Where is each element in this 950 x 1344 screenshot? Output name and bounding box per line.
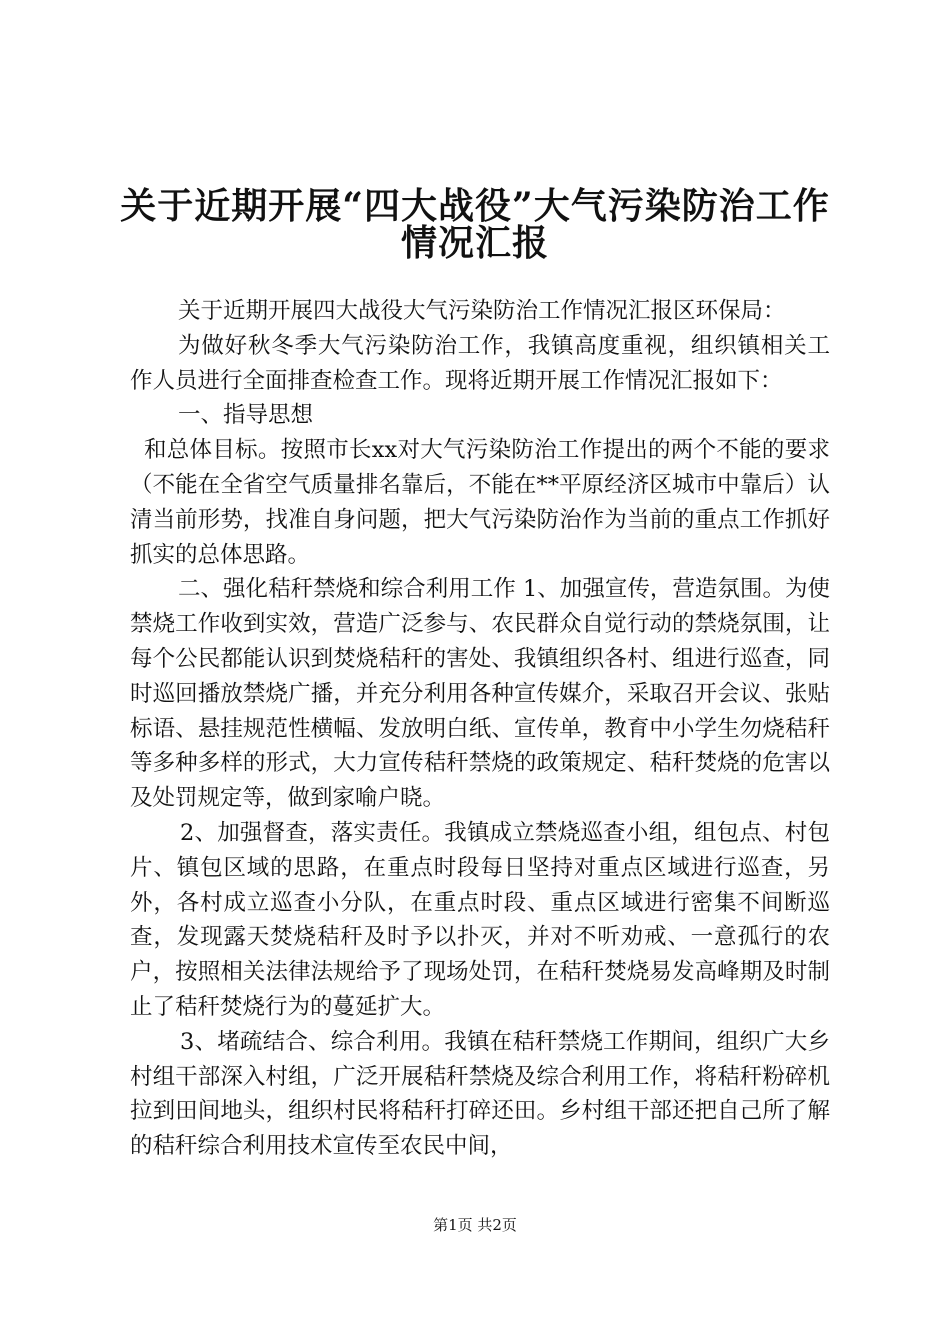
page-footer: 第1页 共2页	[433, 1216, 517, 1234]
paragraph-overall-goal: 和总体目标。按照市长xx对大气污染防治工作提出的两个不能的要求（不能在全省空气质量排名靠后，不能在**平原经济区城市中靠后）认清当前形势，找准自身问题，把大气污染防治作为当前的重点工作抓好抓实的总体思路。	[130, 437, 830, 568]
document-title-line-2: 情况汇报	[400, 222, 549, 264]
document-title-line-1: 关于近期开展“四大战役”大气污染防治工作	[120, 185, 830, 227]
paragraph-intro: 为做好秋冬季大气污染防治工作，我镇高度重视，组织镇相关工作人员进行全面排查检查工作。现将近期开展工作情况汇报如下：	[130, 332, 830, 394]
section-heading-guiding-thought: 一、指导思想	[178, 402, 314, 429]
document-body	[130, 294, 830, 1164]
paragraph-supervision: 2、加强督查，落实责任。我镇成立禁烧巡查小组，组包点、村包片、镇包区域的思路，在重点时段每日坚持对重点区域进行巡查，另外，各村成立巡查小分队，在重点时段、重点区域进行密集不间断巡查，发现露天焚烧秸秆及时予以扑灭，并对不听劝戒、一意孤行的农户，按照相关法律法规给予了现场处罚，在秸秆焚烧易发高峰期及时制止了秸秆焚烧行为的蔓延扩大。	[130, 819, 830, 1020]
paragraph-comprehensive-use: 3、堵疏结合、综合利用。我镇在秸秆禁烧工作期间，组织广大乡村组干部深入村组，广泛开展秸秆禁烧及综合利用工作，将秸秆粉碎机拉到田间地头，组织村民将秸秆打碎还田。乡村组干部还把自己所了解的秸秆综合利用技术宣传至农民中间，	[130, 1028, 830, 1160]
paragraph-straw-publicity: 二、强化秸秆禁烧和综合利用工作 1、加强宣传，营造氛围。为使禁烧工作收到实效，营造广泛参与、农民群众自觉行动的禁烧氛围，让每个公民都能认识到焚烧秸秆的害处、我镇组织各村、组进行巡查，同时巡回播放禁烧广播，并充分利用各种宣传媒介，采取召开会议、张贴标语、悬挂规范性横幅、发放明白纸、宣传单，教育中小学生勿烧秸秆等多种多样的形式，大力宣传秸秆禁烧的政策规定、秸秆焚烧的危害以及处罚规定等，做到家喻户晓。	[130, 576, 830, 812]
paragraph-salutation: 关于近期开展四大战役大气污染防治工作情况汇报区环保局：	[178, 298, 786, 324]
